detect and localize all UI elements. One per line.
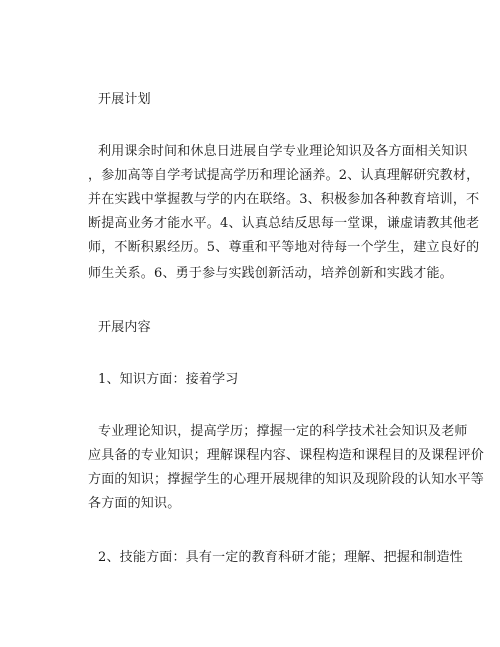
plan-line: 利用课余时间和休息日进展自学专业理论知识及各方面相关知识 (98, 144, 468, 159)
item1-line: 方面的知识；撑握学生的心理开展规律的知识及现阶段的认知水平等 (88, 472, 485, 487)
heading-content: 开展内容 (98, 320, 151, 335)
item1-line: 专业理论知识，提高学历；撑握一定的科学技术社会知识及老师 (98, 424, 468, 439)
item1-title: 1、知识方面：接着学习 (98, 372, 239, 387)
heading-plan: 开展计划 (98, 92, 151, 107)
plan-line: 师，不断积累经历。5、尊重和平等地对待每一个学生，建立良好的 (88, 240, 480, 255)
item2-title: 2、技能方面：具有一定的教育科研才能；理解、把握和制造性 (98, 550, 463, 565)
plan-line: 师生关系。6、勇于参与实践创新活动，培养创新和实践才能。 (88, 266, 453, 281)
plan-line: 并在实践中掌握教与学的内在联络。3、积极参加各种教育培训，不 (88, 192, 480, 207)
plan-line: ，参加高等自学考试提高学历和理论涵养。2、认真理解研究教材， (88, 168, 480, 183)
item1-line: 应具备的专业知识；理解课程内容、课程构造和课程目的及课程评价 (88, 448, 485, 463)
plan-line: 断提高业务才能水平。4、认真总结反思每一堂课，谦虚请教其他老 (88, 216, 480, 231)
item1-line: 各方面的知识。 (88, 496, 181, 511)
